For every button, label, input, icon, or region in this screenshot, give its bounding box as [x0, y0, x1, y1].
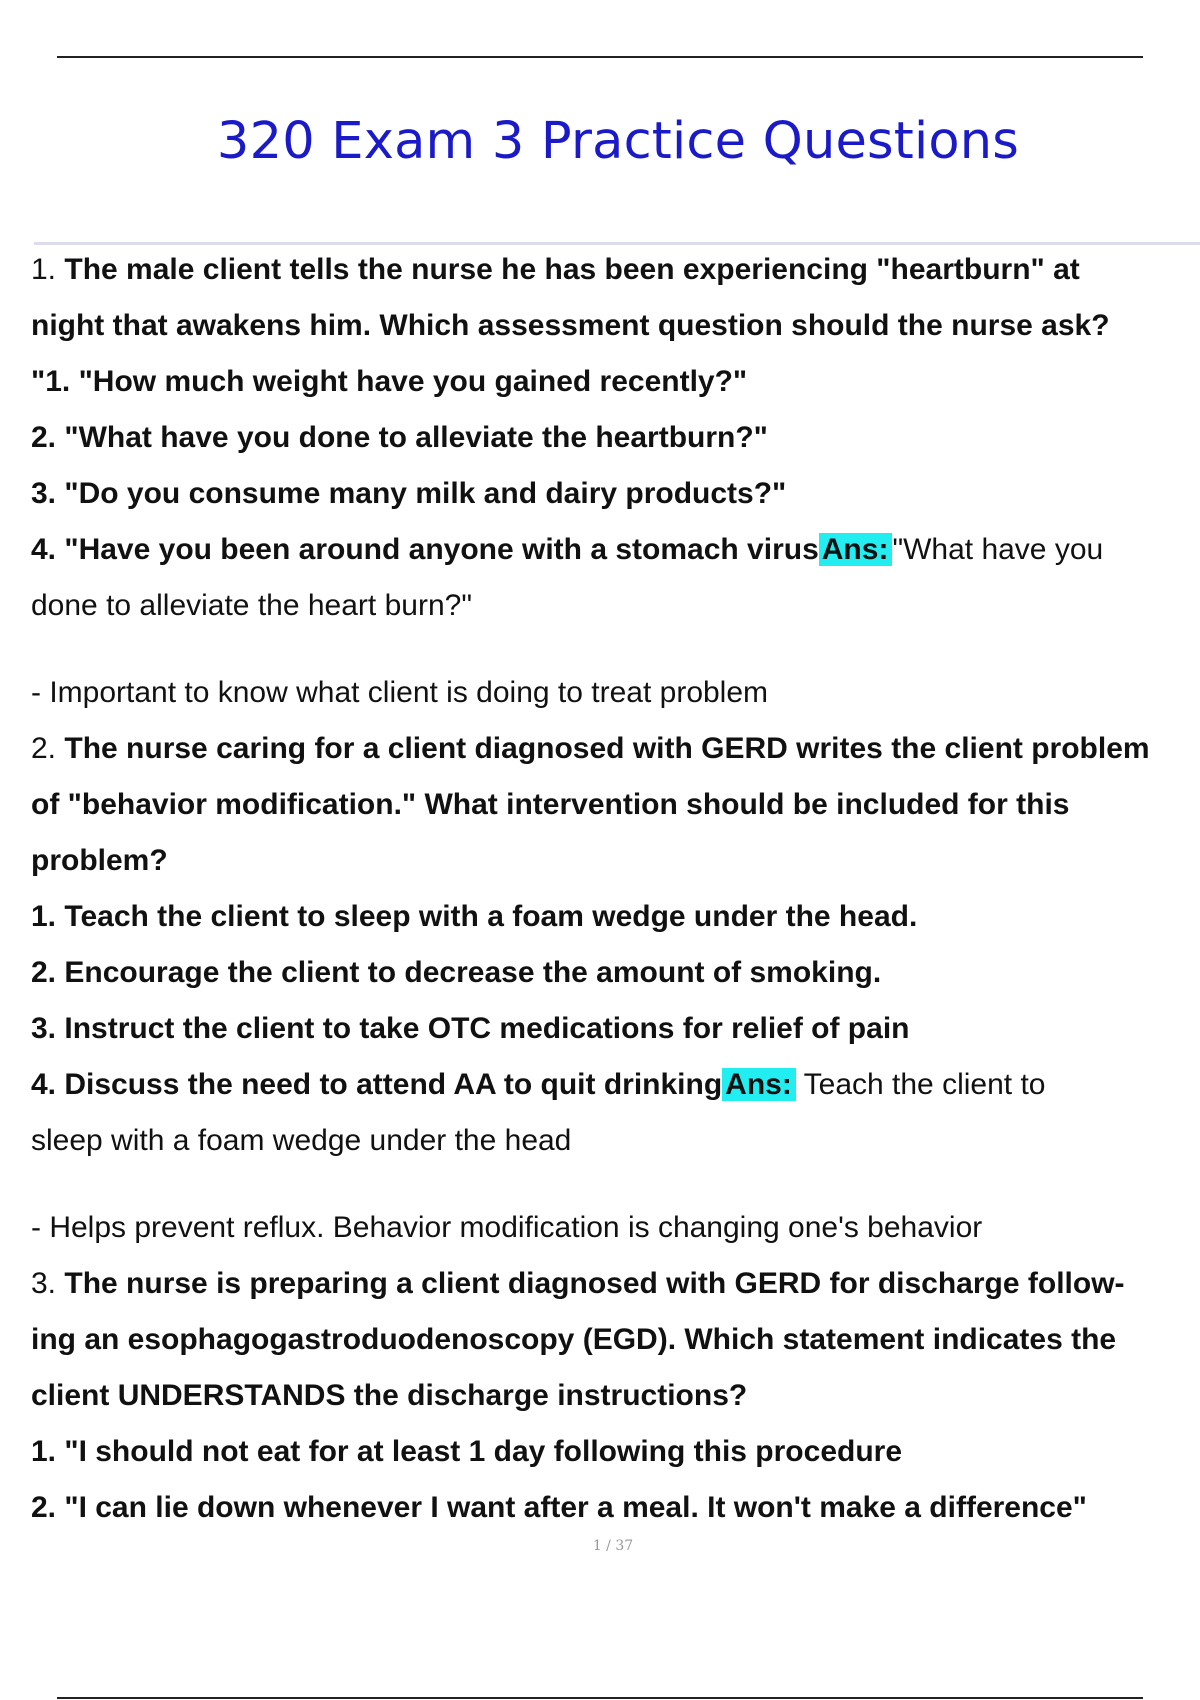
- q1-answer-continued: done to alleviate the heart burn?": [31, 589, 472, 622]
- q1-option-1: "1. "How much weight have you gained recently?": [31, 365, 748, 398]
- spacer: [31, 1169, 1200, 1200]
- q3-stem-line-1: [31, 1256, 1200, 1312]
- q1-number: 1.: [31, 253, 57, 286]
- q3-stem-text: The nurse is preparing a client diagnosed with GERD for discharge follow-: [64, 1267, 1125, 1300]
- q1-option-2: 2. "What have you done to alleviate the heartburn?": [31, 421, 768, 454]
- q1-stem-line-1: [31, 242, 1200, 298]
- q1-answer-text: "What have you: [892, 533, 1104, 566]
- q2-option-4: 4. Discuss the need to attend AA to quit drinking: [31, 1068, 723, 1101]
- q1-stem-line-2: night that awakens him. Which assessment question should the nurse ask?: [31, 309, 1110, 342]
- q3-option-2: 2. "I can lie down whenever I want after a meal. It won't make a difference": [31, 1491, 1087, 1524]
- q2-answer-continued: sleep with a foam wedge under the head: [31, 1124, 572, 1157]
- document-title: 320 Exam 3 Practice Questions: [216, 112, 1020, 171]
- q2-answer-text: Teach the client to: [803, 1068, 1046, 1101]
- q1-option-4: 4. "Have you been around anyone with a stomach virus: [31, 533, 819, 566]
- top-rule: [57, 56, 1143, 58]
- q3-number: 3.: [31, 1267, 57, 1300]
- q1-answer-label: Ans:: [819, 533, 893, 566]
- q1-option-4-line: [31, 522, 1200, 578]
- spacer: [31, 634, 1200, 665]
- q2-option-4-line: [31, 1057, 1200, 1113]
- q2-rationale: - Helps prevent reflux. Behavior modification is changing one's behavior: [31, 1211, 983, 1244]
- q2-answer-label: Ans:: [722, 1068, 796, 1101]
- q2-stem-line-3: problem?: [31, 844, 168, 877]
- page-number: 1 / 37: [592, 1538, 634, 1554]
- q3-stem-line-3: client UNDERSTANDS the discharge instructions?: [31, 1379, 748, 1412]
- bottom-rule: [57, 1697, 1143, 1699]
- q2-stem-line-1: [31, 721, 1200, 777]
- q1-rationale: - Important to know what client is doing to treat problem: [31, 676, 769, 709]
- q2-number: 2.: [31, 732, 57, 765]
- q3-option-1: 1. "I should not eat for at least 1 day following this procedure: [31, 1435, 903, 1468]
- q2-option-3: 3. Instruct the client to take OTC medications for relief of pain: [31, 1012, 910, 1045]
- q1-stem-text: The male client tells the nurse he has been experiencing "heartburn" at: [64, 253, 1080, 286]
- q1-option-3: 3. "Do you consume many milk and dairy products?": [31, 477, 787, 510]
- q3-stem-line-2: ing an esophagogastroduodenoscopy (EGD). Which statement indicates the: [31, 1323, 1117, 1356]
- q2-stem-text: The nurse caring for a client diagnosed with GERD writes the client problem: [64, 732, 1150, 765]
- q2-option-1: 1. Teach the client to sleep with a foam wedge under the head.: [31, 900, 918, 933]
- q2-stem-line-2: of "behavior modification." What intervention should be included for this: [31, 788, 1070, 821]
- q2-option-2: 2. Encourage the client to decrease the amount of smoking.: [31, 956, 882, 989]
- document-body: [31, 242, 1200, 1536]
